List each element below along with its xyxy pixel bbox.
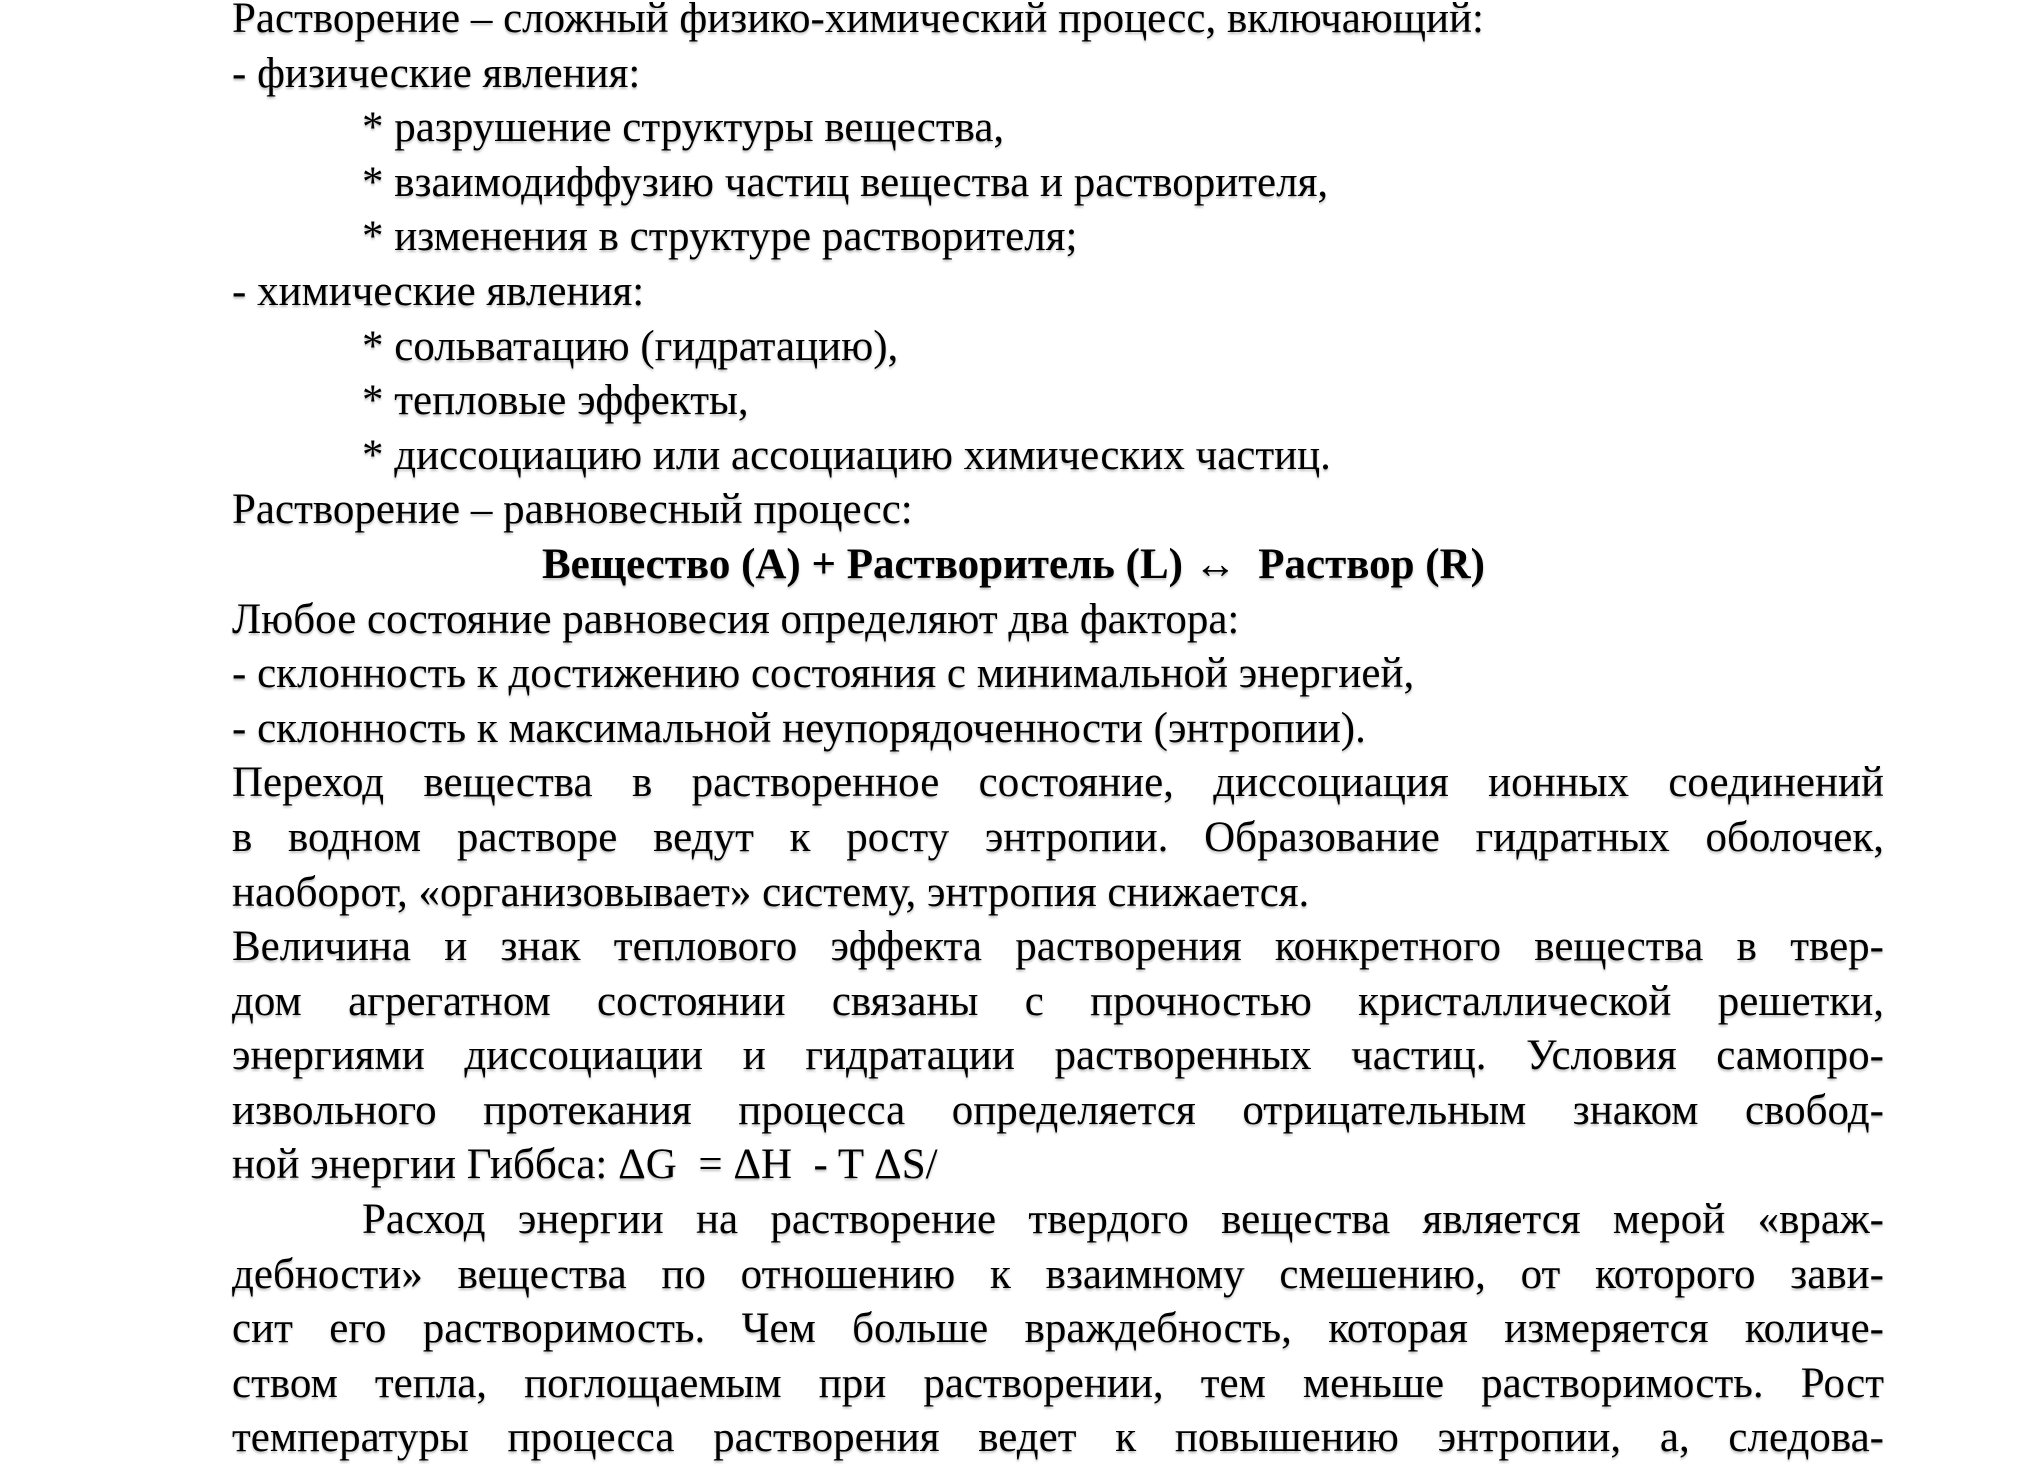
text-line: ной энергии Гиббса: ΔG = ΔH - T ΔS/	[232, 1141, 938, 1189]
text-line: * разрушение структуры вещества,	[362, 104, 1005, 152]
text-line: * взаимодиффузию частиц вещества и растворителя,	[362, 158, 1329, 206]
text-line: Расход энергии на растворение твердого вещества является мерой «враж-	[362, 1196, 1884, 1244]
equilibrium-equation-line: Вещество (А) + Растворитель (L) ↔ Раствор (R)	[542, 540, 1485, 588]
text-line: в водном растворе ведут к росту энтропии. Образование гидратных оболочек,	[232, 813, 1884, 861]
text-line: - склонность к максимальной неупорядоченности (энтропии).	[232, 704, 1366, 752]
text-line: - склонность к достижению состояния с минимальной энергией,	[232, 650, 1415, 698]
text-line: дом агрегатном состоянии связаны с прочностью кристаллической решетки,	[232, 977, 1884, 1025]
text-line: Растворение – сложный физико-химический процесс, включающий:	[232, 0, 1484, 42]
text-line: * тепловые эффекты,	[362, 377, 749, 425]
text-line: * изменения в структуре растворителя;	[362, 213, 1078, 261]
text-line: наоборот, «организовывает» систему, энтропия снижается.	[232, 868, 1310, 916]
text-line: Переход вещества в растворенное состояние, диссоциация ионных соединений	[232, 759, 1884, 807]
text-line: сит его растворимость. Чем больше враждебность, которая измеряется количе-	[232, 1305, 1884, 1353]
text-line: - физические явления:	[232, 49, 641, 97]
text-line: * диссоциацию или ассоциацию химических частиц.	[362, 431, 1331, 479]
text-line: * сольватацию (гидратацию),	[362, 322, 899, 370]
text-line: Растворение – равновесный процесс:	[232, 486, 913, 534]
text-line: энергиями диссоциации и гидратации растворенных частиц. Условия самопро-	[232, 1032, 1884, 1080]
text-line: дебности» вещества по отношению к взаимному смешению, от которого зави-	[232, 1250, 1884, 1298]
text-line: извольного протекания процесса определяется отрицательным знаком свобод-	[232, 1086, 1884, 1134]
text-line: температуры процесса растворения ведет к повышению энтропии, а, следова-	[232, 1414, 1884, 1462]
document-page	[232, 0, 1884, 1466]
text-line: Любое состояние равновесия определяют два фактора:	[232, 595, 1240, 643]
text-line: Величина и знак теплового эффекта растворения конкретного вещества в твер-	[232, 923, 1884, 971]
text-line: - химические явления:	[232, 267, 645, 315]
text-line: ством тепла, поглощаемым при растворении, тем меньше растворимость. Рост	[232, 1359, 1884, 1407]
